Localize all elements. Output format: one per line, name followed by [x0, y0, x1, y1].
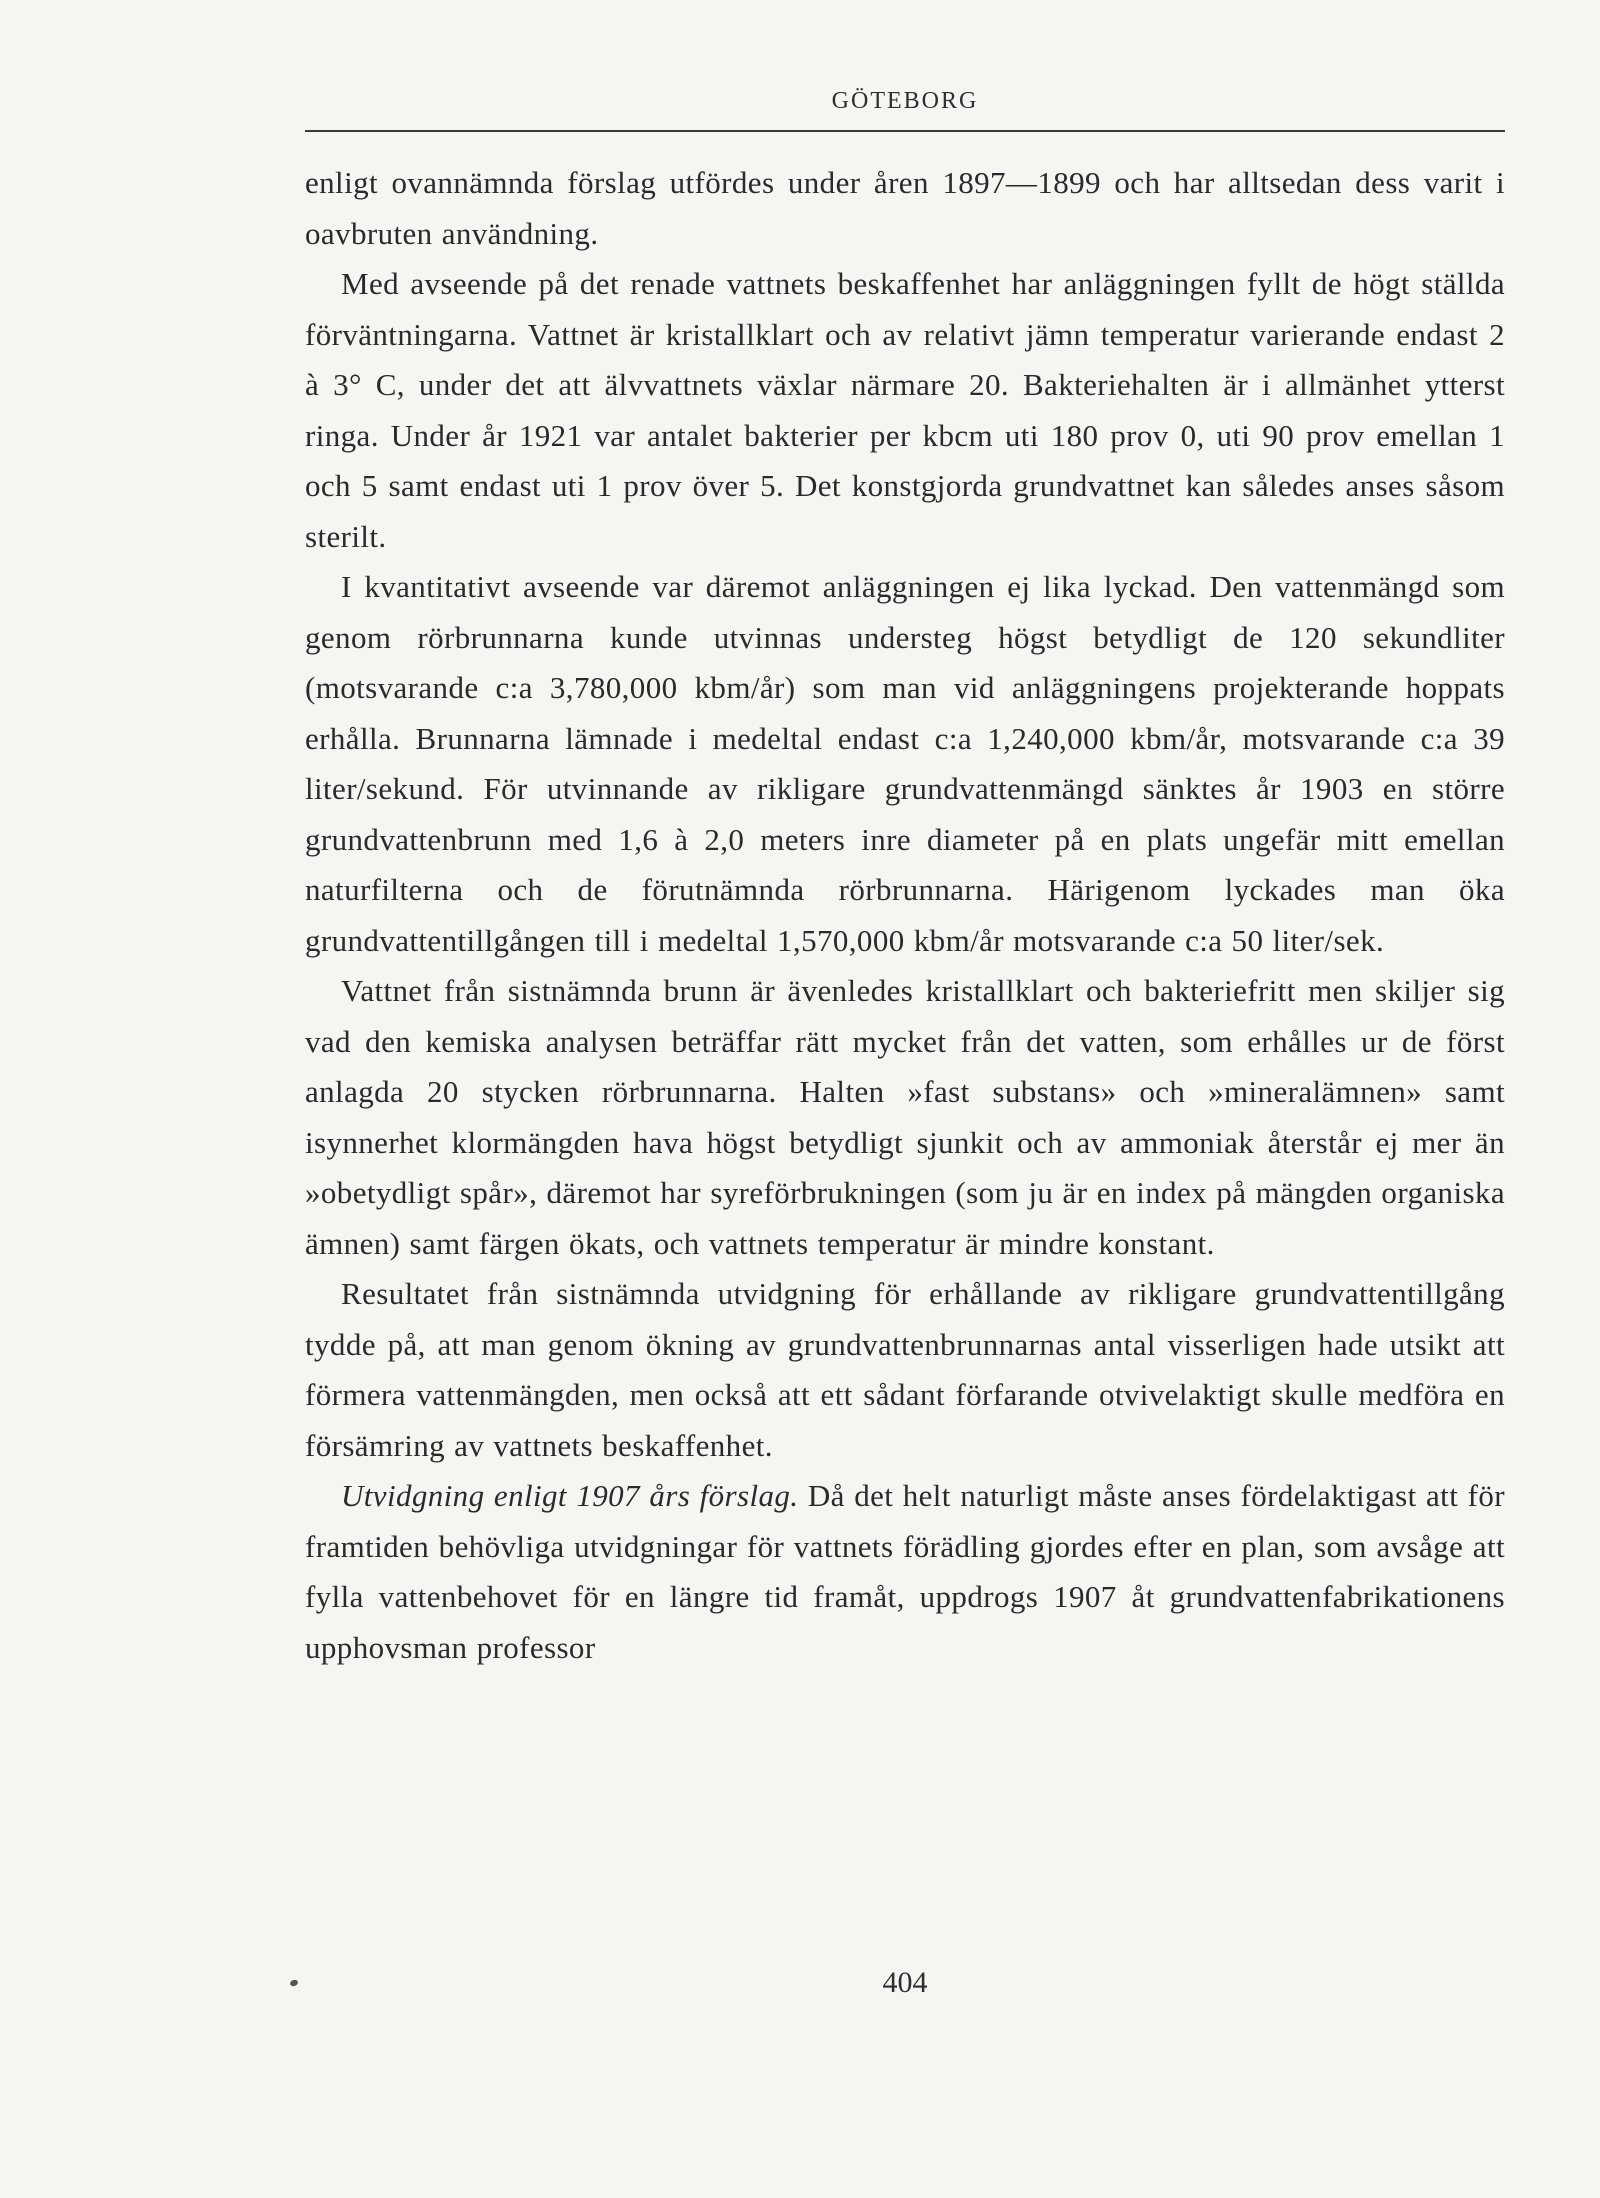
paragraph: Resultatet från sistnämnda utvidgning för erhållande av rikligare grundvattentillgång tydde på, att man genom ökning av grundvattenbrunnarnas antal visserligen hade utsikt att förmera vattenmängden, men också att ett sådant förfarande otvivelaktigt skulle medföra en försämring av vattnets beskaffenhet. — [305, 1276, 1505, 1463]
print-speck — [289, 1979, 299, 1987]
paragraph: enligt ovannämnda förslag utfördes under åren 1897—1899 och har alltsedan dess varit i oavbruten användning. — [305, 165, 1505, 251]
header-rule — [305, 130, 1505, 132]
paragraph-text: Då det helt naturligt måste anses fördelaktigast att för framtiden behövliga utvidgningar för vattnets förädling gjordes efter en plan, som avsåge att fylla vattenbehovet för en längre tid framåt, uppdrogs 1907 åt grundvattenfabrikationens upphovsman professor — [305, 1478, 1505, 1665]
paragraph — [305, 1471, 1505, 1673]
paragraph: I kvantitativt avseende var däremot anläggningen ej lika lyckad. Den vattenmängd som genom rörbrunnarna kunde utvinnas understeg högst betydligt de 120 sekundliter (motsvarande c:a 3,780,000 kbm/år) som man vid anläggningens projekterande hoppats erhålla. Brunnarna lämnade i medeltal endast c:a 1,240,000 kbm/år, motsvarande c:a 39 liter/sekund. För utvinnande av rikligare grundvattenmängd sänktes år 1903 en större grundvattenbrunn med 1,6 à 2,0 meters inre diameter på en plats ungefär mitt emellan naturfilterna och de förutnämnda rörbrunnarna. Härigenom lyckades man öka grundvattentillgången till i medeltal 1,570,000 kbm/år motsvarande c:a 50 liter/sek. — [305, 569, 1505, 958]
running-head: GÖTEBORG — [831, 88, 979, 114]
paragraph: Med avseende på det renade vattnets beskaffenhet har anläggningen fyllt de högt ställda förväntningarna. Vattnet är kristallklart och av relativt jämn temperatur varierande endast 2 à 3° C, under det att älvvattnets växlar närmare 20. Bakteriehalten är i allmänhet ytterst ringa. Under år 1921 var antalet bakterier per kbcm uti 180 prov 0, uti 90 prov emellan 1 och 5 samt endast uti 1 prov över 5. Det konstgjorda grundvattnet kan således anses såsom sterilt. — [305, 266, 1505, 554]
section-heading-italic: Utvidgning enligt 1907 års förslag. — [341, 1478, 799, 1513]
body-text — [305, 158, 1505, 1673]
page-number: 404 — [882, 1966, 928, 1999]
paragraph: Vattnet från sistnämnda brunn är ävenledes kristallklart och bakteriefritt men skiljer sig vad den kemiska analysen beträffar rätt mycket från det vatten, som erhålles ur de först anlagda 20 stycken rörbrunnarna. Halten »fast substans» och »mineralämnen» samt isynnerhet klormängden hava högst betydligt sjunkit och av ammoniak återstår ej mer än »obetydligt spår», däremot har syreförbrukningen (som ju är en index på mängden organiska ämnen) samt färgen ökats, och vattnets temperatur är mindre konstant. — [305, 973, 1505, 1261]
